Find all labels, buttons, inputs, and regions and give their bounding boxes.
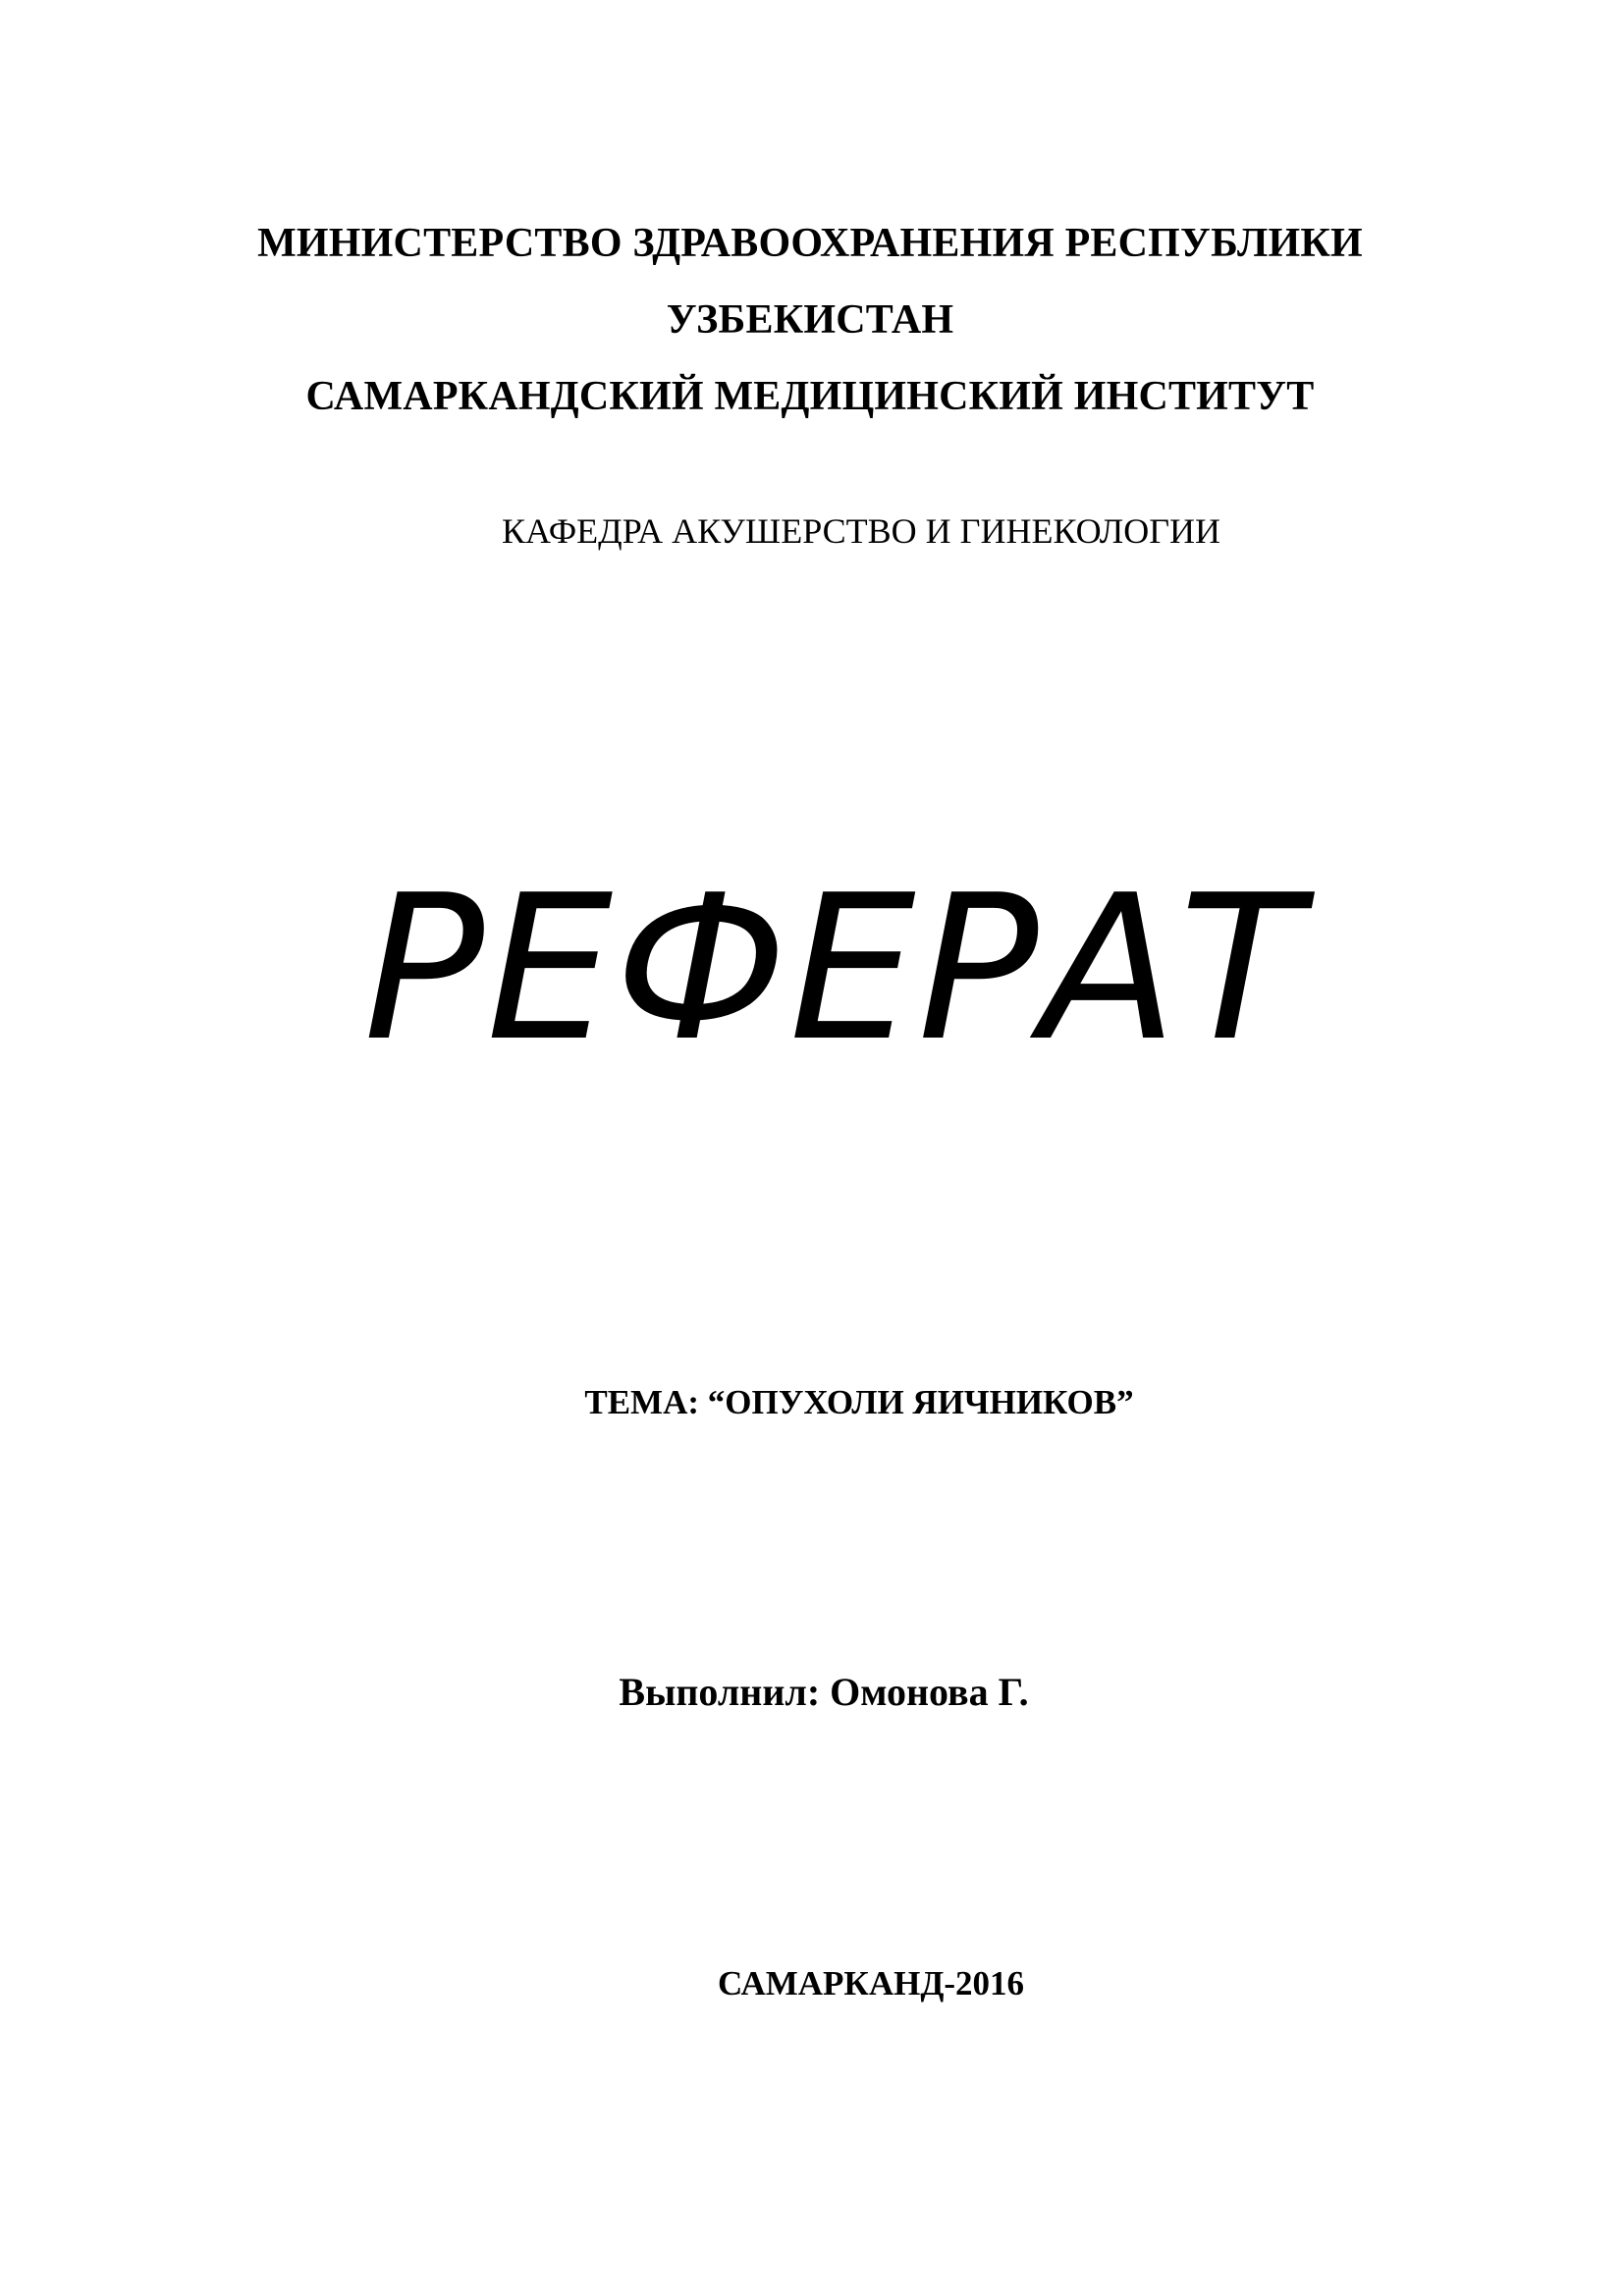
department-name: КАФЕДРА АКУШЕРСТВО И ГИНЕКОЛОГИИ bbox=[501, 511, 1221, 551]
author-line: Выполнил: Омонова Г. bbox=[619, 1670, 1029, 1714]
ministry-line-2: УЗБЕКИСТАН bbox=[666, 297, 954, 343]
city-year: САМАРКАНД-2016 bbox=[717, 1964, 1025, 2002]
topic-line: ТЕМА: “ОПУХОЛИ ЯИЧНИКОВ” bbox=[584, 1383, 1134, 1421]
document-type-title: РЕФЕРАТ bbox=[363, 853, 1304, 1086]
institute-name: САМАРКАНДСКИЙ МЕДИЦИНСКИЙ ИНСТИТУТ bbox=[305, 374, 1315, 419]
ministry-line-1: МИНИСТЕРСТВО ЗДРАВООХРАНЕНИЯ РЕСПУБЛИКИ bbox=[257, 221, 1363, 266]
